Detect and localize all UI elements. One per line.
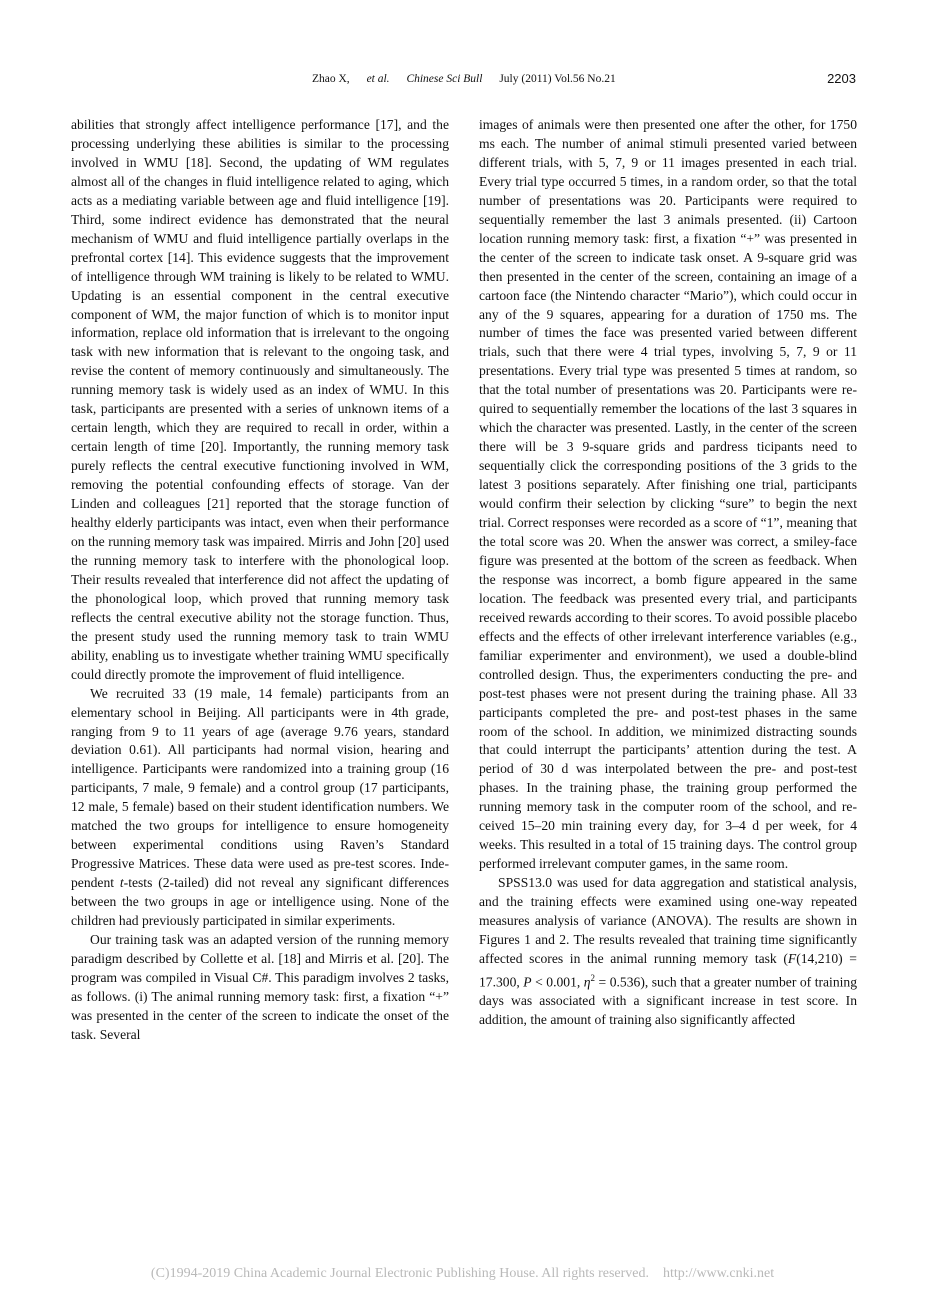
page-header (0, 73, 925, 91)
t-test-symbol: t (119, 875, 124, 891)
f-statistic-symbol: F (787, 950, 797, 966)
right-paragraph-2: SPSS13.0 was used for data aggregation and statistical analysis, and the training effects were examined using one-way repeated measures analysis of variance (ANOVA). The results are shown in Figures 1 and 2. The results revealed that training time significantly affected scores in the animal running memory task (F(14,210) = 17.300, P < 0.001, $\eta^2 = 0.536$), such that a greater number of training days was associated with a significant increase in test score. In addition, the amount of training also significantly affected (479, 875, 857, 1028)
left-column (71, 116, 449, 1045)
eta-superscript: 2 (590, 972, 596, 983)
footer-copyright: (C)1994-2019 China Academic Journal Electronic Publishing House. All rights reserved. (150, 1266, 649, 1281)
header-authors: Zhao X, et al. (312, 73, 390, 85)
left-paragraph-2: We recruited 33 (19 male, 14 female) participants from an elementary school in Beijing. All participants were in 4th grade, ranging from 9 to 11 years of age (average 9.76 years, standard deviation 0.61). All participants had normal vision, hearing and intelligence. Participants were randomized into a training group (16 participants, 7 male, 9 female) and a control group (17 participants, 12 male, 5 female) based on their student identification numbers. We matched the two groups for intelligence to ensure homogeneity between experimental conditions using Raven’s Standard Progressive Matrices. These data were used as pre-test scores. Independent t-tests (2-tailed) did not reveal any significant differences between the two groups in age or intelligence using. None of the children had previously participated in similar experiments. (71, 685, 449, 929)
copyright-footer (0, 1266, 925, 1282)
page-number: 2203 (827, 71, 856, 86)
header-etal: et al. (366, 73, 390, 85)
left-paragraph-1: abilities that strongly affect intelligence performance [17], and the processing underlying these abilities is similar to the processing involved in WMU [18]. Second, the updating of WM regulates almost all of the changes in fluid intelligence related to aging, which acts as a mediating variable between age and fluid intelligence [19]. Third, some indirect evidence has demonstrated that the neural mechanism of WMU and fluid intelligence partially overlaps in the prefrontal cortex [14]. This evidence suggests that the improvement of intelligence through WM training is likely to be related to WMU. Updating is an essential component in the central executive component of WM, the major function of which is to monitor input information, replace old information that is irrelevant to the ongoing task with new information that is relevant to the ongoing task, and revise the content of memory continuously and simultaneously. The running memory task is widely used as an index of WMU. In this task, participants are presented with a series of unknown items of a certain length, which they are required to recall in order, within a certain length of time [20]. Importantly, the running memory task purely reflects the central executive functioning involved in WM, removing the potential confounding effects of storage. Van der Linden and colleagues [21] reported that the storage function of healthy elderly participants was intact, even when their performance on the running memory task was impaired. Mirris and John [20] used the running memory task to interfere with the phonological loop. Their results revealed that interference did not affect the updating of the phonological loop, which proved that running memory task reflects the central executive ability not the storage function. Thus, the present study used the running memory task to train WMU ability, enabling us to investigate whether training WMU specifically could directly promote the improvement of fluid intelligence. (71, 117, 449, 682)
header-issue: July (2011) Vol.56 No.21 (499, 73, 616, 85)
eta-symbol: η (583, 974, 591, 990)
header-journal: Chinese Sci Bull (406, 73, 483, 85)
left-paragraph-3: Our training task was an adapted version of the running memory paradigm described by Collette et al. [18] and Mirris et al. [20]. The program was compiled in Visual C#. This paradigm involves 2 tasks, as follows. (i) The animal running memory task: first, a fixation “+” was presented in the center of the screen to indicate the onset of the task. Several (71, 931, 449, 1042)
p-value-symbol: P (523, 974, 532, 990)
running-head (312, 73, 630, 85)
right-paragraph-1: images of animals were then presented one after the other, for 1750 ms each. The number of animal stimuli presented varied between different trials, with 5, 7, 9 or 11 images presented in each trial. Every trial type occurred 5 times, in a random order, so that the total number of presentations was 20. Participants were required to sequentially remember the last 3 animals presented. (ii) Cartoon location running memory task: first, a fixation “+” was presented in the center of the screen to indicate task onset. A 9-square grid was then presented in the center of the screen, containing an image of a cartoon face (the Nintendo character “Mario”), which could occur in any of the 9 squares, appearing for a duration of 1750 ms. The number of times the face was presented varied between different trials, such that there were 4 trial types, involving 5, 7, 9 or 11 presentations. Every trial type was presented 5 times at random, so that the total number of presentations was 20. Participants were required to sequentially remember the locations of the last 3 squares in which the character was presented. Lastly, in the center of the screen there will be 3 9-square grids and pardress ticipants need to sequentially click the corresponding positions of the 3 grids to the latest 3 positions separately. After finishing one trial, participants would confirm their selection by clicking “sure” to begin the next trial. Correct responses were recorded as a score of “1”, meaning that the total score was 20. When the answer was correct, a smiley-face figure was presented at the bottom of the screen as feedback. When the response was incorrect, a bomb figure appeared in the same location. The feedback was presented every trial, and participants received rewards according to their scores. To avoid possible placebo effects and the effects of other irrelevant interference variables (e.g., familiar experimenter and environment), we used a double-blind controlled design. Thus, the experimenters conducting the pre- and post-test phases were not present during the training phase. All 33 participants completed the pre- and post-test phases in the same room of the school. In addition, we minimized distracting sounds that could interrupt the participants’ attention during the test. A period of 30 d was interpolated between the pre- and post-test phases. In the training phase, the training group performed the running memory task in the computer room of the school, and received 15–20 min training every day, for 3–4 d per week, for 4 weeks. This resulted in a total of 15 training days. The control group performed irrelevant computer games, in the same room. (479, 117, 857, 872)
footer-url[interactable]: http://www.cnki.net (663, 1266, 775, 1281)
right-column (479, 116, 857, 1030)
